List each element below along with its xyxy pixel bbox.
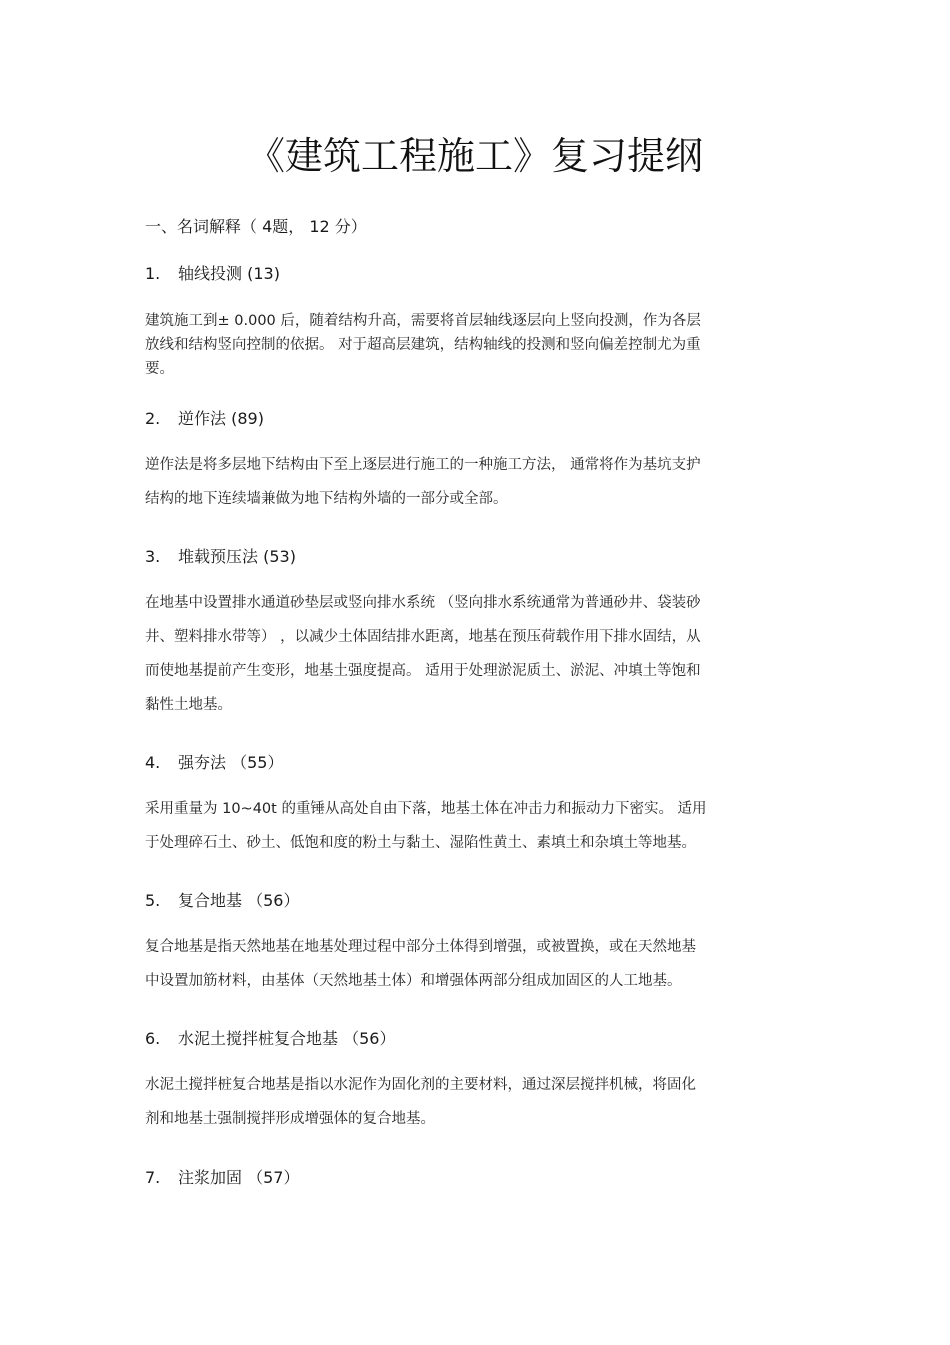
term-heading-5 bbox=[145, 888, 299, 914]
term-heading-4 bbox=[145, 750, 283, 776]
term-1-line-1: 建筑施工到± 0.000 后，随着结构升高，需要将首层轴线逐层向上竖向投测，作为各层 bbox=[145, 313, 701, 329]
term-title: 强夯法 （55） bbox=[178, 753, 284, 772]
term-4-line-2: 于处理碎石土、砂土、低饱和度的粉土与黏土、湿陷性黄土、素填土和杂填土等地基。 bbox=[145, 835, 696, 851]
term-number: 2. bbox=[145, 409, 161, 428]
term-number: 4. bbox=[145, 753, 161, 772]
term-3-line-2: 井、塑料排水带等） ，以减少土体固结排水距离，地基在预压荷载作用下排水固结，从 bbox=[145, 629, 701, 645]
term-title: 堆载预压法 (53) bbox=[178, 547, 296, 566]
term-number: 6. bbox=[145, 1029, 161, 1048]
term-heading-7 bbox=[145, 1165, 299, 1191]
term-2-line-2: 结构的地下连续墙兼做为地下结构外墙的一部分或全部。 bbox=[145, 491, 508, 507]
term-3-line-4: 黏性土地基。 bbox=[145, 697, 232, 713]
term-title: 水泥土搅拌桩复合地基 （56） bbox=[178, 1029, 396, 1048]
document-title: 《建筑工程施工》复习提纲 bbox=[246, 134, 703, 178]
term-5-line-1: 复合地基是指天然地基在地基处理过程中部分土体得到增强，或被置换，或在天然地基 bbox=[145, 939, 696, 955]
term-3-line-1: 在地基中设置排水通道砂垫层或竖向排水系统 （竖向排水系统通常为普通砂井、袋装砂 bbox=[145, 595, 701, 611]
term-number: 7. bbox=[145, 1168, 161, 1187]
term-heading-2 bbox=[145, 406, 264, 432]
section-heading: 一、名词解释（ 4题， 12 分） bbox=[145, 217, 367, 236]
term-heading-1 bbox=[145, 261, 280, 287]
term-heading-3 bbox=[145, 544, 296, 570]
term-4-line-1: 采用重量为 10~40t 的重锤从高处自由下落，地基土体在冲击力和振动力下密实。 适用 bbox=[145, 801, 707, 817]
term-title: 逆作法 (89) bbox=[178, 409, 264, 428]
term-1-line-2: 放线和结构竖向控制的依据。 对于超高层建筑，结构轴线的投测和竖向偏差控制尤为重 bbox=[145, 337, 701, 353]
term-5-line-2: 中设置加筋材料，由基体（天然地基土体）和增强体两部分组成加固区的人工地基。 bbox=[145, 973, 682, 989]
term-title: 复合地基 （56） bbox=[178, 891, 300, 910]
term-number: 1. bbox=[145, 264, 161, 283]
term-6-line-2: 剂和地基土强制搅拌形成增强体的复合地基。 bbox=[145, 1111, 435, 1127]
term-heading-6 bbox=[145, 1026, 395, 1052]
term-title: 注浆加固 （57） bbox=[178, 1168, 300, 1187]
term-number: 5. bbox=[145, 891, 161, 910]
term-3-line-3: 而使地基提前产生变形，地基土强度提高。 适用于处理淤泥质土、淤泥、冲填土等饱和 bbox=[145, 663, 701, 679]
term-1-line-3: 要。 bbox=[145, 361, 174, 377]
term-6-line-1: 水泥土搅拌桩复合地基是指以水泥作为固化剂的主要材料，通过深层搅拌机械，将固化 bbox=[145, 1077, 696, 1093]
term-number: 3. bbox=[145, 547, 161, 566]
term-2-line-1: 逆作法是将多层地下结构由下至上逐层进行施工的一种施工方法， 通常将作为基坑支护 bbox=[145, 457, 701, 473]
term-title: 轴线投测 (13) bbox=[178, 264, 280, 283]
